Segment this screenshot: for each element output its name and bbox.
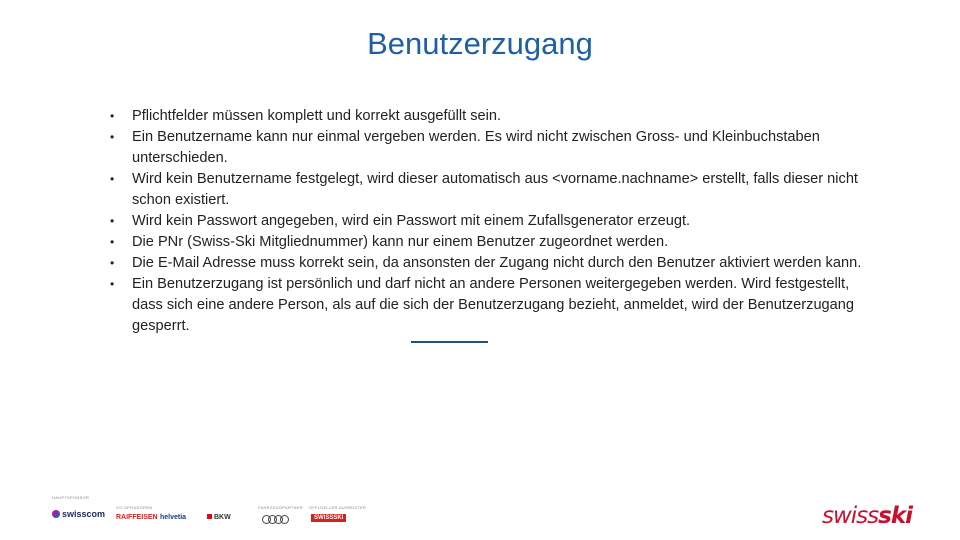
page-title: Benutzerzugang (367, 26, 593, 61)
sponsor-caption: CO-SPONSOREN (116, 505, 153, 510)
helvetia-logo: helvetia (160, 514, 187, 521)
raiffeisen-logo: RAIFFEISEN (116, 514, 158, 521)
bullet-item: • Die PNr (Swiss-Ski Mitgliednummer) kann nur einem Benutzer zugeordnet werden. (108, 232, 868, 253)
swiss-ski-logo: swissski (822, 503, 913, 529)
sponsor-footer (0, 490, 960, 540)
bkw-icon (207, 514, 212, 519)
bullet-item: • Wird kein Benutzername festgelegt, wird dieser automatisch aus <vorname.nachname> erstellt, falls dieser nicht schon existiert. (108, 169, 868, 211)
sponsor-caption: FAHRZEUGPARTNER (258, 505, 304, 510)
outfitter-logo: SWISSSKI (311, 514, 346, 522)
bullet-item: • Die E-Mail Adresse muss korrekt sein, da ansonsten der Zugang nicht durch den Benutzer aktiviert werden kann. (108, 253, 868, 274)
bkw-logo: BKW (207, 514, 231, 521)
bullet-item: • Wird kein Passwort angegeben, wird ein Passwort mit einem Zufallsgenerator erzeugt. (108, 211, 868, 232)
sponsor-caption: OFFIZIELLER AUSRÜSTER (309, 505, 367, 510)
bullet-list (108, 106, 868, 337)
bullet-item: • Pflichtfelder müssen komplett und korrekt ausgefüllt sein. (108, 106, 868, 127)
ink-underline (411, 341, 488, 343)
audi-rings-icon (262, 511, 286, 529)
bullet-item: • Ein Benutzerzugang ist persönlich und darf nicht an andere Personen weitergegeben werden. Wird festgestellt, dass sich eine andere Person, als auf die sich der Benutzerzugang bezieht, anmeldet, wird der Benutzerzugang gesperrt. (108, 274, 868, 337)
sponsor-caption: HAUPTSPONSOR (52, 495, 90, 500)
bullet-item: • Ein Benutzername kann nur einmal vergeben werden. Es wird nicht zwischen Gross- und Kleinbuchstaben unterschieden. (108, 127, 868, 169)
swisscom-icon (52, 510, 60, 518)
swisscom-logo: swisscom (52, 509, 105, 519)
